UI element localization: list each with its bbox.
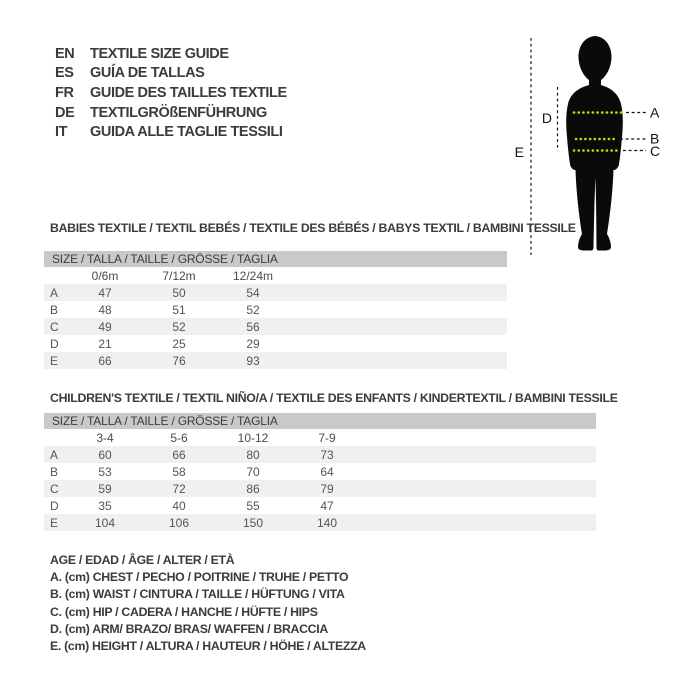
cell: 73: [320, 447, 334, 462]
row-label: B: [50, 464, 59, 479]
babies-size-col: 7/12m: [162, 268, 196, 283]
cell: 47: [320, 498, 334, 513]
cell: 106: [168, 515, 190, 530]
language-list: [55, 44, 415, 142]
cell: 54: [246, 285, 260, 300]
legend-waist: B. (cm) WAIST / CINTURA / TAILLE / HÜFTUNG / VITA: [50, 587, 345, 602]
row-label: A: [50, 447, 59, 462]
cell: 59: [98, 481, 112, 496]
language-row-de: [55, 103, 415, 123]
row-label: D: [50, 336, 59, 351]
cell: 21: [98, 336, 112, 351]
table-row: [44, 352, 507, 369]
measurement-legend: [50, 552, 366, 655]
cell: 79: [320, 481, 334, 496]
cell: 76: [172, 353, 186, 368]
legend-height: E. (cm) HEIGHT / ALTURA / HAUTEUR / HÖHE / ALTEZZA: [50, 639, 366, 654]
label-b: B: [650, 130, 660, 147]
children-size-col: 7-9: [318, 430, 336, 445]
language-code: ES: [55, 65, 74, 82]
cell: 86: [246, 481, 260, 496]
cell: 56: [246, 319, 260, 334]
label-e: E: [514, 144, 524, 160]
cell: 29: [246, 336, 260, 351]
language-title: TEXTILE SIZE GUIDE: [90, 45, 229, 62]
babies-size-col: 0/6m: [91, 268, 119, 283]
cell: 104: [94, 515, 116, 530]
row-label: E: [50, 353, 59, 368]
table-row: [44, 514, 596, 531]
table-row: [44, 463, 596, 480]
cell: 53: [98, 464, 112, 479]
babies-size-col: 12/24m: [232, 268, 274, 283]
table-row: [44, 497, 596, 514]
row-label: C: [50, 319, 59, 334]
cell: 51: [172, 302, 186, 317]
cell: 40: [172, 498, 186, 513]
cell: 50: [172, 285, 186, 300]
language-code: DE: [55, 104, 75, 121]
language-code: FR: [55, 84, 74, 101]
cell: 48: [98, 302, 112, 317]
cell: 47: [98, 285, 112, 300]
children-size-col: 5-6: [170, 430, 188, 445]
cell: 72: [172, 481, 186, 496]
table-row: [44, 335, 507, 352]
children-table-title: CHILDREN'S TEXTILE / TEXTIL NIÑO/A / TEXTILE DES ENFANTS / KINDERTEXTIL / BAMBINI TESSILE: [50, 391, 618, 405]
label-a: A: [650, 104, 660, 121]
language-title: TEXTILGRÖßENFÜHRUNG: [90, 104, 267, 121]
language-code: EN: [55, 45, 75, 62]
legend-hip: C. (cm) HIP / CADERA / HANCHE / HÜFTE / HIPS: [50, 604, 318, 619]
label-c: C: [650, 143, 661, 159]
children-size-col: 10-12: [237, 430, 269, 445]
row-label: B: [50, 302, 59, 317]
child-silhouette: [566, 36, 623, 251]
children-size-table: [44, 413, 596, 531]
label-d: D: [541, 110, 552, 126]
cell: 49: [98, 319, 112, 334]
language-title: GUÍA DE TALLAS: [90, 65, 205, 82]
table-row: [44, 318, 507, 335]
babies-table-title: BABIES TEXTILE / TEXTIL BEBÉS / TEXTILE DES BÉBÉS / BABYS TEXTIL / BAMBINI TESSILE: [50, 221, 576, 235]
cell: 55: [246, 498, 260, 513]
language-row-es: [55, 64, 415, 84]
language-row-fr: [55, 83, 415, 103]
cell: 58: [172, 464, 186, 479]
language-row-en: [55, 44, 415, 64]
legend-age: AGE / EDAD / ÂGE / ALTER / ETÀ: [50, 553, 235, 567]
cell: 70: [246, 464, 260, 479]
cell: 52: [246, 302, 260, 317]
language-code: IT: [55, 124, 68, 141]
table-row: [44, 301, 507, 318]
row-label: D: [50, 498, 59, 513]
cell: 60: [98, 447, 112, 462]
cell: 140: [316, 515, 338, 530]
cell: 64: [320, 464, 334, 479]
table-row: [44, 284, 507, 301]
cell: 66: [98, 353, 112, 368]
cell: 93: [246, 353, 260, 368]
row-label: C: [50, 481, 59, 496]
babies-size-header-bar: SIZE / TALLA / TAILLE / GRÖSSE / TAGLIA: [44, 251, 507, 267]
cell: 25: [172, 336, 186, 351]
cell: 80: [246, 447, 260, 462]
language-title: GUIDE DES TAILLES TEXTILE: [90, 84, 287, 101]
table-row: [44, 446, 596, 463]
legend-chest: A. (cm) CHEST / PECHO / POITRINE / TRUHE / PETTO: [50, 570, 349, 585]
babies-size-table: [44, 251, 507, 369]
cell: 35: [98, 498, 112, 513]
children-size-header-bar: SIZE / TALLA / TAILLE / GRÖSSE / TAGLIA: [44, 413, 596, 429]
row-label: A: [50, 285, 59, 300]
language-title: GUIDA ALLE TAGLIE TESSILI: [90, 124, 283, 141]
language-row-it: [55, 122, 415, 142]
cell: 52: [172, 319, 186, 334]
children-sizes-row: [44, 429, 596, 446]
cell: 150: [242, 515, 264, 530]
children-size-col: 3-4: [96, 430, 114, 445]
table-row: [44, 480, 596, 497]
legend-arm: D. (cm) ARM/ BRAZO/ BRAS/ WAFFEN / BRACCIA: [50, 621, 328, 636]
babies-sizes-row: [44, 267, 507, 284]
cell: 66: [172, 447, 186, 462]
row-label: E: [50, 515, 59, 530]
